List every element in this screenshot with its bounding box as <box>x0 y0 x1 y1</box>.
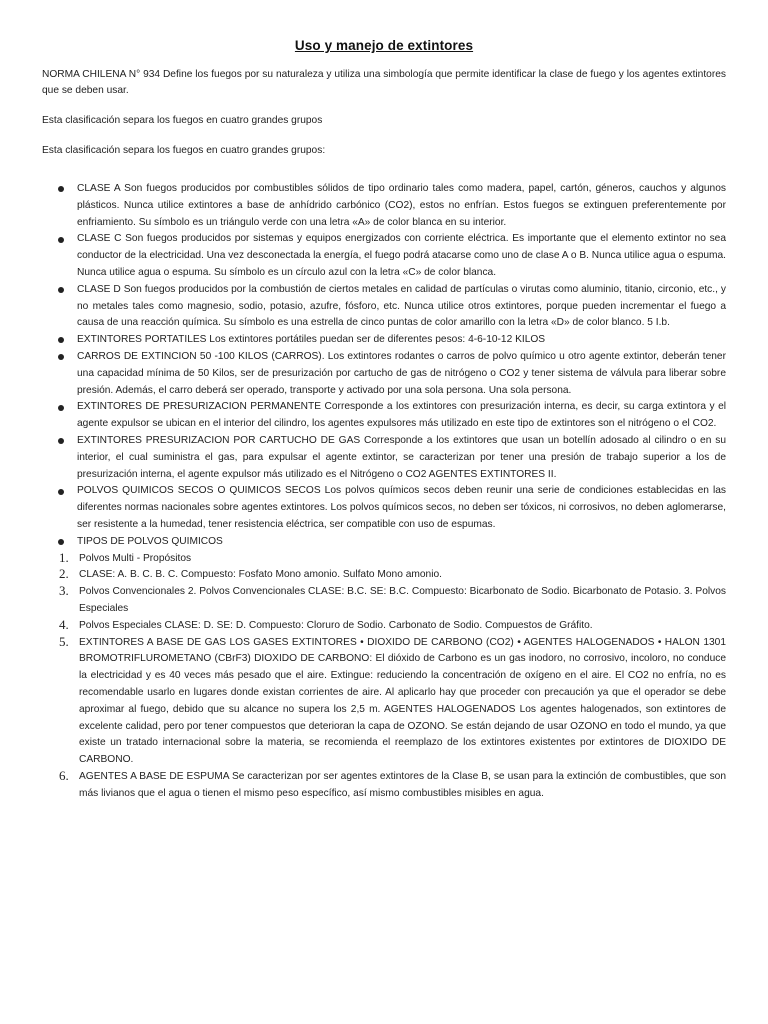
numbered-item: Polvos Convencionales 2. Polvos Convencionales CLASE: B.C. SE: B.C. Compuesto: Bicarbonato de Sodio. Bicarbonato de Potasio. 3. Polvos Especiales <box>79 586 726 614</box>
numbered-list <box>42 551 726 803</box>
numbered-item: Polvos Multi - Propósitos <box>79 552 192 564</box>
numbered-item: CLASE: A. B. C. B. C. Compuesto: Fosfato Mono amonio. Sulfato Mono amonio. <box>79 569 442 581</box>
bullet-item-clase-a: CLASE A Son fuegos producidos por combustibles sólidos de tipo ordinario tales como madera, papel, cartón, géneros, cauchos y algunos plásticos. Nunca utilice extintores a base de anhídrido carbónico (CO2), estos no enfrían. Estos fuegos se extinguen preferentemente por enfriamiento. Su símbolo es un triángulo verde con una letra «A» de color blanca en su interior. <box>77 181 726 231</box>
bullet-item-extintores-portatiles: EXTINTORES PORTATILES Los extintores portátiles puedan ser de diferentes pesos: 4-6-10-12 KILOS <box>77 332 726 349</box>
numbered-item: AGENTES A BASE DE ESPUMA Se caracterizan por ser agentes extintores de la Clase B, se usan para la extinción de combustibles, que son más livianos que el agua o tienen el mismo peso específico, así mismo combustibles misibles en agua. <box>79 770 726 799</box>
document-title: Uso y manejo de extintores <box>294 38 474 53</box>
classification-paragraph: Esta clasificación separa los fuegos en cuatro grandes grupos <box>42 115 323 126</box>
bullet-item-carros-de-extincion: CARROS DE EXTINCION 50 -100 KILOS (CARROS). Los extintores rodantes o carros de polvo químico u otro agente extintor, deberán tener una capacidad mínima de 50 Kilos, ser de presurización por cartucho de gas de nitrógeno o CO2 y tener sistema de válvula para liberar sobre presión. Además, el carro deberá ser operado, transporte y activado por una sola persona. Una sola persona. <box>77 349 726 399</box>
classification-paragraph-colon: Esta clasificación separa los fuegos en cuatro grandes grupos: <box>42 145 326 156</box>
numbered-item: Polvos Especiales CLASE: D. SE: D. Compuesto: Cloruro de Sodio. Carbonato de Sodio. Compuestos de Gráfito. <box>79 619 593 631</box>
bullet-item-polvos-quimicos-secos: POLVOS QUIMICOS SECOS O QUIMICOS SECOS Los polvos químicos secos deben reunir una serie de condiciones establecidas en las diferentes normas nacionales sobre agentes extintores. Los polvos químicos secos, no deben ser tóxicos, ni corrosivos, no deben aglomerarse, ser resistente a la humedad, tener resistencia eléctrica, ser compatible con uso de espumas. <box>77 483 726 533</box>
numbered-item: EXTINTORES A BASE DE GAS LOS GASES EXTINTORES • DIOXIDO DE CARBONO (CO2) • AGENTES HALOGENADOS • HALON 1301 BROMOTRIFLUROMETANO (CBrF3) DIOXIDO DE CARBONO: El dióxido de Carbono es un gas inodoro, no corrosivo, incoloro, no conduce la electricidad y es 40 veces más pesado que el aire. Extingue: reduciendo la concentración de oxígeno en el aire. El CO2 no enfría, no es recomendable usarlo en lugares donde existan corrientes de aire. Al aplicarlo hay que proceder con precaución ya que el operador se debe aproximar al fuego, debido que su alcance no supera los 2,5 m. AGENTES HALOGENADOS Los agentes halogenados, son extintores de excelente calidad, pero por tener compuestos que deterioran la capa de OZONO. Se están dejando de usar OZONO en todo el mundo, ya que existe un tratado internacional sobre la materia, se recomienda el reemplazo de los extintores existentes por extintores de DIOXIDO DE CARBONO. <box>79 636 726 766</box>
bullet-list <box>42 181 726 551</box>
spacer <box>42 173 726 181</box>
bullet-item-clase-c: CLASE C Son fuegos producidos por sistemas y equipos energizados con corriente eléctrica. Es importante que el elemento extintor no sea conductor de la electricidad. Una vez desconectada la energía, el fuego podrá atacarse como uno de clase A o B. Nunca utilice agua o espuma. Nunca utilice agua o espuma. Su símbolo es un círculo azul con la letra «C» de color blanca. <box>77 231 726 281</box>
bullet-item-presurizacion-cartucho: EXTINTORES PRESURIZACION POR CARTUCHO DE GAS Corresponde a los extintores que usan un botellín adosado al cilindro o en su interior, el cual suministra el gas, para expulsar el agente extintor, se caracterizan por tener una presión de trabajo superior a los de presurización interna, el agente expulsor más utilizado es el Nitrógeno o CO2 AGENTES EXTINTORES II. <box>77 433 726 483</box>
bullet-item-clase-d: CLASE D Son fuegos producidos por la combustión de ciertos metales en calidad de partículas o virutas como aluminio, titanio, circonio, etc., y no metales tales como magnesio, sodio, potasio, azufre, fósforo, etc. Nunca utilice otros extintores, porque pueden incrementar el fuego a causa de una reacción química. Su símbolo es una estrella de cinco puntas de color amarillo con la letra «D» de color blanco. 5 I.b. <box>77 282 726 332</box>
bullet-item-presurizacion-permanente: EXTINTORES DE PRESURIZACION PERMANENTE Corresponde a los extintores con presurización interna, es decir, su carga extintora y el agente expulsor se ubican en el interior del cilindro, los agentes expulsores más utilizado en este tipo de extintores son el nitrógeno o el CO2. <box>77 399 726 433</box>
bullet-item-tipos-de-polvos: TIPOS DE POLVOS QUIMICOS <box>77 534 726 551</box>
intro-paragraph: NORMA CHILENA N° 934 Define los fuegos por su naturaleza y utiliza una simbología que permite identificar la clase de fuego y los agentes extintores que se deben usar. <box>42 69 726 96</box>
